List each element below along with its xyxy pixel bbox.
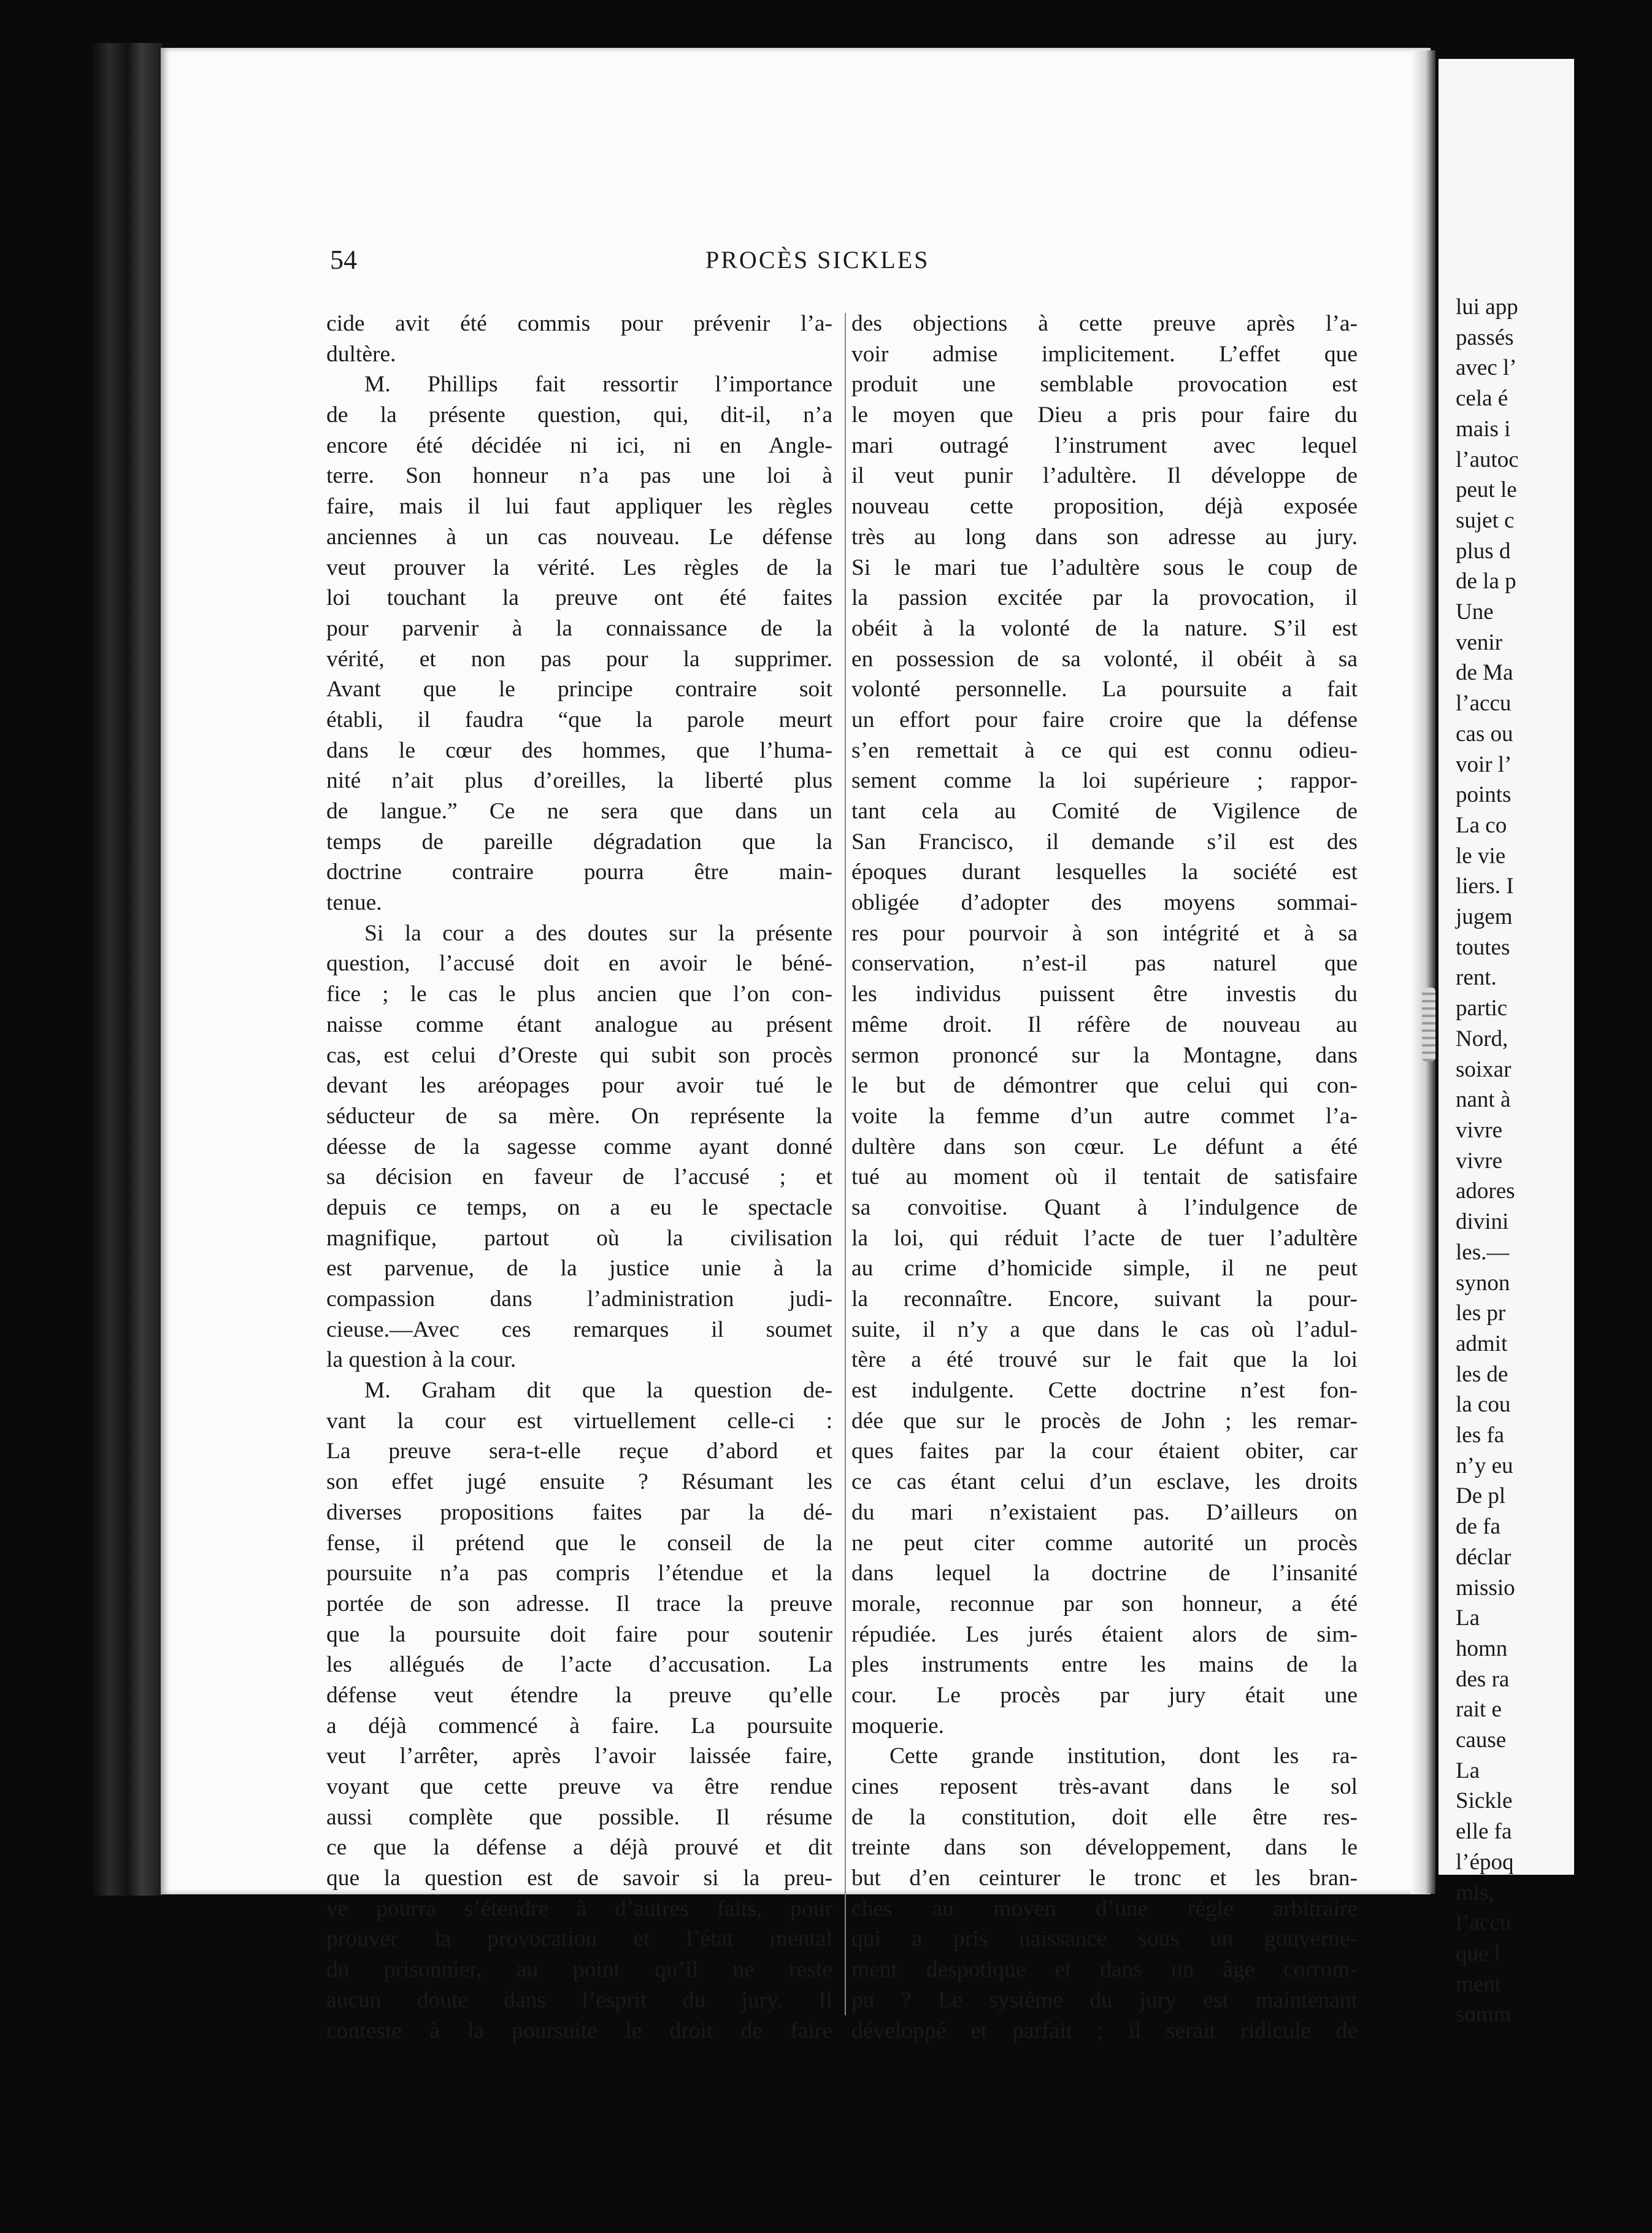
text-line: cide avit été commis pour prévenir l’a- [326,311,832,336]
facing-text-fragment: mis, [1456,1880,1494,1905]
text-line: veut l’arrêter, après l’avoir laissée faire, [326,1743,832,1769]
facing-text-fragment: synon [1456,1270,1510,1296]
text-line: nouveau cette proposition, déjà exposée [851,494,1358,520]
facing-text-fragment: de la p [1456,569,1516,594]
text-line: poursuite n’a pas compris l’étendue et la [326,1561,832,1586]
facing-text-fragment: cela é [1456,386,1508,412]
right-text-column [851,309,1358,2046]
text-line: ment despotique et dans un âge corrom- [851,1957,1358,1983]
facing-text-fragment: les pr [1456,1301,1506,1326]
text-line: Si la cour a des doutes sur la présente [364,920,832,946]
text-line: volonté personnelle. La poursuite a fait [851,677,1358,702]
text-line: le but de démontrer que celui qui con- [851,1073,1358,1099]
text-line: que la question est de savoir si la preu- [326,1866,832,1891]
text-line: cas, est celui d’Oreste qui subit son procès [326,1042,832,1068]
text-line: cines reposent très-avant dans le sol [851,1774,1358,1799]
text-line: la loi, qui réduit l’acte de tuer l’adultère [851,1225,1358,1251]
facing-text-fragment: des ra [1456,1666,1510,1692]
text-line: même droit. Il réfère de nouveau au [851,1012,1358,1037]
facing-page-text [1456,292,1652,2030]
text-line: la question à la cour. [326,1347,517,1373]
text-line: sement comme la loi supérieure ; rappor- [851,768,1358,794]
facing-text-fragment: points [1456,782,1512,808]
text-line: dultère dans son cœur. Le défunt a été [851,1134,1358,1159]
text-line: faire, mais il lui faut appliquer les règles [326,494,832,520]
facing-text-fragment: elle fa [1456,1819,1512,1845]
text-line: treinte dans son développement, dans le [851,1835,1358,1861]
facing-text-fragment: admit [1456,1331,1508,1356]
facing-text-fragment: somm [1456,2002,1512,2027]
text-line: ve pourra s’étendre à d’autres faits, pour [326,1896,832,1921]
text-line: dultère. [326,341,396,367]
text-line: ce que la défense a déjà prouvé et dit [326,1835,832,1861]
text-line: magnifique, partout où la civilisation [326,1225,832,1251]
text-line: suite, il n’y a que dans le cas où l’adul- [851,1316,1358,1342]
text-line: déesse de la sagesse comme ayant donné [326,1134,832,1159]
facing-text-fragment: sujet c [1456,507,1515,533]
facing-text-fragment: Une [1456,599,1494,625]
text-line: encore été décidée ni ici, ni en Angle- [326,432,832,458]
facing-text-fragment: soixar [1456,1056,1512,1082]
column-divider [845,313,846,2015]
facing-text-fragment: que l [1456,1940,1500,1966]
facing-text-fragment: n’y eu [1456,1453,1513,1478]
binding-staple [1422,988,1435,1061]
text-line: depuis ce temps, on a eu le spectacle [326,1194,832,1220]
text-line: naisse comme étant analogue au présent [326,1012,832,1037]
text-line: ches au moyen d’une règle arbitraire [851,1896,1358,1921]
text-line: défense veut étendre la preuve qu’elle [326,1682,832,1708]
text-line: tué au moment où il tentait de satisfaire [851,1164,1358,1190]
text-line: développé et parfait ; il serait ridicule de [851,2018,1358,2043]
text-line: aussi complète que possible. Il résume [326,1804,832,1830]
text-line: son effet jugé ensuite ? Résumant les [326,1469,832,1495]
text-line: obéit à la volonté de la nature. S’il est [851,615,1358,641]
text-line: pu ? Le système du jury est maintenant [851,1987,1358,2013]
text-line: temps de pareille dégradation que la [326,829,832,855]
text-line: voite la femme d’un autre commet l’a- [851,1103,1358,1129]
text-line: de langue.” Ce ne sera que dans un [326,799,832,824]
text-line: ples instruments entre les mains de la [851,1652,1358,1678]
text-line: San Francisco, il demande s’il est des [851,829,1358,855]
text-line: ne peut citer comme autorité un procès [851,1530,1358,1556]
facing-text-fragment: La co [1456,812,1507,838]
text-line: en possession de sa volonté, il obéit à sa [851,646,1358,672]
facing-text-fragment: les fa [1456,1423,1505,1448]
text-line: le moyen que Dieu a pris pour faire du [851,402,1358,428]
text-line: portée de son adresse. Il trace la preuve [326,1591,832,1616]
text-line: loi touchant la preuve ont été faites [326,585,832,611]
facing-text-fragment: le vie [1456,843,1506,869]
facing-text-fragment: lui app [1456,294,1518,320]
facing-text-fragment: La [1456,1758,1480,1783]
text-line: question, l’accusé doit en avoir le béné- [326,951,832,977]
text-line: dans le cœur des hommes, que l’huma- [326,737,832,763]
text-line: est indulgente. Cette doctrine n’est fon- [851,1378,1358,1404]
text-line: de la constitution, doit elle être res- [851,1804,1358,1830]
text-line: ques faites par la cour étaient obiter, car [851,1439,1358,1464]
text-line: doctrine contraire pourra être main- [326,859,832,885]
facing-text-fragment: les.— [1456,1239,1510,1265]
facing-text-fragment: les de [1456,1361,1508,1387]
text-line: La preuve sera-t-elle reçue d’abord et [326,1439,832,1464]
facing-text-fragment: cas ou [1456,721,1513,747]
text-line: fense, il prétend que le conseil de la [326,1530,832,1556]
facing-text-fragment: vivre [1456,1117,1503,1143]
text-line: dée que sur le procès de John ; les remar- [851,1408,1358,1434]
text-line: fice ; le cas le plus ancien que l’on con- [326,982,832,1007]
text-line: établi, il faudra “que la parole meurt [326,707,832,732]
facing-text-fragment: mais i [1456,416,1511,442]
text-line: qui a pris naissance sous un gouverne- [851,1926,1358,1952]
left-text-column [326,309,832,2046]
facing-text-fragment: peut le [1456,477,1517,503]
facing-text-fragment: l’accu [1456,691,1512,717]
text-line: un effort pour faire croire que la défense [851,707,1358,732]
facing-text-fragment: de fa [1456,1514,1500,1540]
text-line: que la poursuite doit faire pour soutenir [326,1621,832,1647]
facing-text-fragment: de Ma [1456,660,1513,686]
text-line: il veut punir l’adultère. Il développe de [851,463,1358,489]
text-line: pour parvenir à la connaissance de la [326,615,832,641]
text-line: vérité, et non pas pour la supprimer. [326,646,832,672]
text-line: tant cela au Comité de Vigilence de [851,799,1358,824]
facing-text-fragment: La [1456,1605,1480,1631]
text-line: époques durant lesquelles la société est [851,859,1358,885]
facing-text-fragment: De pl [1456,1483,1506,1509]
text-line: terre. Son honneur n’a pas une loi à [326,463,832,489]
text-line: M. Graham dit que la question de- [364,1378,832,1404]
facing-text-fragment: homn [1456,1635,1508,1661]
text-line: sermon prononcé sur la Montagne, dans [851,1042,1358,1068]
text-line: sa décision en faveur de l’accusé ; et [326,1164,832,1190]
facing-text-fragment: venir [1456,629,1503,655]
facing-text-fragment: Sickle [1456,1788,1513,1814]
facing-text-fragment: toutes [1456,934,1510,960]
text-line: but d’en ceinturer le tronc et les bran- [851,1866,1358,1891]
text-line: tenue. [326,890,382,916]
text-line: devant les aréopages pour avoir tué le [326,1073,832,1099]
text-line: au crime d’homicide simple, il ne peut [851,1256,1358,1282]
text-line: est parvenue, de la justice unie à la [326,1256,832,1282]
text-line: voyant que cette preuve va être rendue [326,1774,832,1799]
facing-text-fragment: voir l’ [1456,751,1512,777]
page-gutter-shadow [1411,50,1435,1894]
text-line: voir admise implicitement. L’effet que [851,341,1358,367]
facing-text-fragment: adores [1456,1178,1515,1204]
text-line: dans lequel la doctrine de l’insanité [851,1561,1358,1586]
text-line: M. Phillips fait ressortir l’importance [364,372,832,398]
text-line: s’en remettait à ce qui est connu odieu- [851,737,1358,763]
text-line: produit une semblable provocation est [851,372,1358,398]
text-line: cieuse.—Avec ces remarques il soumet [326,1316,832,1342]
facing-text-fragment: l’autoc [1456,447,1519,472]
facing-text-fragment: liers. I [1456,874,1514,899]
text-line: compassion dans l’administration judi- [326,1286,832,1312]
facing-text-fragment: la cou [1456,1392,1511,1418]
facing-text-fragment: l’époq [1456,1849,1514,1875]
text-line: séducteur de sa mère. On représente la [326,1103,832,1129]
text-line: res pour pourvoir à son intégrité et à sa [851,920,1358,946]
text-line: la reconnaître. Encore, suivant la pour- [851,1286,1358,1312]
facing-text-fragment: plus d [1456,538,1511,564]
facing-text-fragment: avec l’ [1456,355,1517,381]
text-line: conservation, n’est-il pas naturel que [851,951,1358,977]
facing-page-fragment [1439,59,1574,2027]
text-line: morale, reconnue par son honneur, a été [851,1591,1358,1616]
text-line: tère a été trouvé sur le fait que la loi [851,1347,1358,1373]
text-line: très au long dans son adresse au jury. [851,524,1358,550]
text-line: Avant que le principe contraire soit [326,677,832,702]
text-line: les allégués de l’acte d’accusation. La [326,1652,832,1678]
text-line: a déjà commencé à faire. La poursuite [326,1713,832,1739]
text-line: les individus puissent être investis du [851,982,1358,1007]
facing-text-fragment: nant à [1456,1087,1511,1113]
facing-text-fragment: divini [1456,1209,1509,1235]
page-number: 54 [330,245,357,275]
text-line: Si le mari tue l’adultère sous le coup de [851,555,1358,580]
text-line: veut prouver la vérité. Les règles de la [326,555,832,580]
facing-text-fragment: ment [1456,1971,1501,1997]
text-line: obligée d’adopter des moyens sommai- [851,890,1358,916]
book-spine-edge [92,43,163,1896]
text-line: mari outragé l’instrument avec lequel [851,432,1358,458]
running-title: PROCÈS SICKLES [705,246,930,274]
text-line: anciennes à un cas nouveau. Le défense [326,524,832,550]
facing-text-fragment: Nord, [1456,1026,1508,1051]
facing-text-fragment: l’accu [1456,1910,1512,1936]
facing-text-fragment: cause [1456,1728,1507,1753]
text-line: la passion excitée par la provocation, il [851,585,1358,611]
text-line: vant la cour est virtuellement celle-ci : [326,1408,832,1434]
text-line: moquerie. [851,1713,944,1739]
facing-text-fragment: partic [1456,996,1508,1021]
text-line: conteste à la poursuite le droit de faire [326,2018,832,2043]
facing-text-fragment: jugem [1456,904,1513,930]
text-line: diverses propositions faites par la dé- [326,1499,832,1525]
facing-text-fragment: passés [1456,325,1514,350]
facing-text-fragment: missio [1456,1575,1515,1601]
text-line: des objections à cette preuve après l’a- [851,311,1358,336]
facing-text-fragment: rent. [1456,965,1497,991]
text-line: répudiée. Les jurés étaient alors de sim- [851,1621,1358,1647]
facing-text-fragment: rait e [1456,1697,1502,1723]
text-line: du prisonnier, au point qu’il ne reste [326,1957,832,1983]
text-line: ce cas étant celui d’un esclave, les droits [851,1469,1358,1495]
text-line: prouver la provocation et l’état mental [326,1926,832,1952]
facing-text-fragment: vivre [1456,1148,1503,1174]
text-line: du mari n’existaient pas. D’ailleurs on [851,1499,1358,1525]
text-line: sa convoitise. Quant à l’indulgence de [851,1194,1358,1220]
text-line: de la présente question, qui, dit-il, n’a [326,402,832,428]
text-line: Cette grande institution, dont les ra- [889,1743,1358,1769]
text-line: aucun doute dans l’esprit du jury. Il [326,1987,832,2013]
text-line: nité n’ait plus d’oreilles, la liberté plus [326,768,832,794]
text-line: cour. Le procès par jury était une [851,1682,1358,1708]
facing-text-fragment: déclar [1456,1544,1512,1570]
